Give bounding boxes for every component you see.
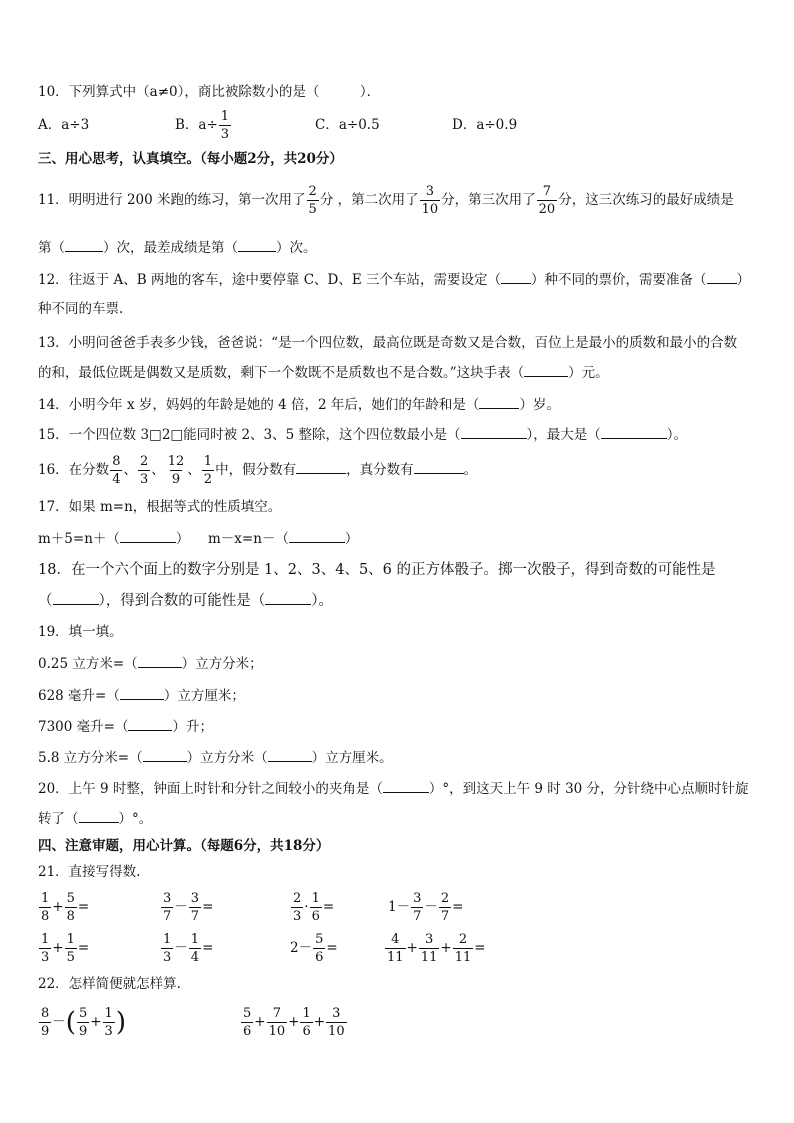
q21-expr-6: $\frac{1}{3}$ － $\frac{1}{4}$ = (163, 932, 214, 965)
blank[interactable] (53, 591, 99, 605)
q21-stem: 21．直接写得数. (38, 864, 141, 880)
blank[interactable] (296, 460, 346, 474)
q12-line2: 种不同的车票. (38, 301, 124, 317)
blank[interactable] (289, 529, 345, 543)
q11-line1: 11．明明进行 200 米跑的练习，第一次用了 $\frac{2}{5}$ 分 ，第二次用了 $\frac{3}{10}$ 分，第三次用了 $\frac{7}{20}$ 分，这三次练习的最好成绩是 (38, 184, 734, 217)
q11-line2: 第（ ）次，最差成绩是第（ ）次。 (38, 240, 317, 256)
blank[interactable] (265, 591, 311, 605)
q16: 16．在分数 $\frac{8}{4}$ 、 $\frac{2}{3}$ 、 $\frac{12}{9}$ 、 $\frac{1}{2}$ 中，假分数有 ，真分数有 。 (38, 454, 478, 487)
q22-expr-1: $\frac{8}{9}$ －( $\frac{5}{9}$ + $\frac{1}{3}$ ) (41, 1006, 126, 1039)
blank[interactable] (479, 395, 519, 409)
q13-line1: 13．小明问爸爸手表多少钱，爸爸说：“是一个四位数，最高位既是奇数又是合数，百位上是最小的质数和最小的合数 (38, 335, 738, 351)
blank[interactable] (601, 425, 667, 439)
q10-option-b: B．a÷ $\frac{1}{3}$ (175, 109, 230, 142)
q15: 15．一个四位数 3□2□能同时被 2、3、5 整除，这个四位数最小是（ ），最大是（ ）。 (38, 427, 688, 443)
q10-option-d: D．a÷0.9 (452, 117, 518, 133)
q13-line2: 的和，最低位既是偶数又是质数，剩下一个数既不是质数也不是合数。”这块手表（ ）元。 (38, 365, 609, 381)
blank[interactable] (524, 363, 568, 377)
q19-stem: 19．填一填。 (38, 624, 123, 640)
blank[interactable] (501, 270, 531, 284)
q18-line1: 18．在一个六个面上的数字分别是 1、2、3、4、5、6 的正方体骰子。掷一次骰子，得到奇数的可能性是 (38, 562, 716, 578)
q21-expr-8: $\frac{4}{11}$ + $\frac{3}{11}$ + $\frac{2}{11}$ = (387, 932, 486, 965)
blank[interactable] (120, 686, 164, 700)
q21-expr-3: $\frac{2}{3}$ · $\frac{1}{6}$ = (293, 891, 335, 924)
blank[interactable] (120, 529, 176, 543)
q22-stem: 22．怎样简便就怎样算. (38, 976, 181, 992)
q19-row4: 5.8 立方分米=（ ）立方分米（ ）立方厘米。 (38, 750, 393, 766)
blank[interactable] (461, 425, 527, 439)
q19-row1: 0.25 立方米=（ ）立方分米； (38, 656, 263, 672)
q17-eq2: m－x=n－（ ） (208, 531, 359, 547)
q19-row3: 7300 毫升=（ ）升； (38, 719, 213, 735)
blank[interactable] (268, 748, 312, 762)
q18-line2: （ ），得到合数的可能性是（ ）。 (38, 593, 333, 609)
q17-stem: 17．如果 m=n，根据等式的性质填空。 (38, 499, 282, 515)
blank[interactable] (79, 809, 119, 823)
blank[interactable] (128, 717, 172, 731)
blank[interactable] (383, 779, 429, 793)
section-4-title: 四、注意审题，用心计算。（每题6分，共18分） (38, 838, 330, 854)
q20-line2: 转了（ ）°。 (38, 811, 153, 827)
blank[interactable] (414, 460, 464, 474)
q22-expr-2: $\frac{5}{6}$ + $\frac{7}{10}$ + $\frac{1}{6}$ + $\frac{3}{10}$ (243, 1006, 345, 1039)
blank[interactable] (143, 748, 187, 762)
q21-expr-5: $\frac{1}{3}$ + $\frac{1}{5}$ = (41, 932, 90, 965)
q10-option-c: C．a÷0.5 (315, 117, 380, 133)
q10-option-a: A．a÷3 (38, 117, 90, 133)
blank[interactable] (238, 238, 276, 252)
blank[interactable] (65, 238, 103, 252)
section-3-title: 三、用心思考，认真填空。（每小题2分，共20分） (38, 151, 343, 167)
q21-expr-7: 2－ $\frac{5}{6}$ = (290, 932, 338, 965)
q10-stem: 10．下列算式中（a≠0），商比被除数小的是（ ）． (38, 84, 381, 100)
q17-eq1: m＋5=n＋（ ） (38, 531, 190, 547)
q21-expr-1: $\frac{1}{8}$ + $\frac{5}{8}$ = (41, 891, 90, 924)
q14: 14．小明今年 x 岁，妈妈的年龄是她的 4 倍，2 年后，她们的年龄和是（ ）岁。 (38, 397, 560, 413)
q12-line1: 12．往返于 A、B 两地的客车，途中要停靠 C、D、E 三个车站，需要设定（ ）种不同的票价，需要准备（ ） (38, 272, 751, 288)
q20-line1: 20．上午 9 时整，钟面上时针和分针之间较小的夹角是（ ）°，到这天上午 9 时 30 分，分针绕中心点顺时针旋 (38, 781, 749, 797)
blank[interactable] (707, 270, 737, 284)
q21-expr-4: 1－ $\frac{3}{7}$ － $\frac{2}{7}$ = (388, 891, 464, 924)
q19-row2: 628 毫升=（ ）立方厘米； (38, 688, 245, 704)
q21-expr-2: $\frac{3}{7}$ － $\frac{3}{7}$ = (163, 891, 214, 924)
blank[interactable] (138, 654, 182, 668)
